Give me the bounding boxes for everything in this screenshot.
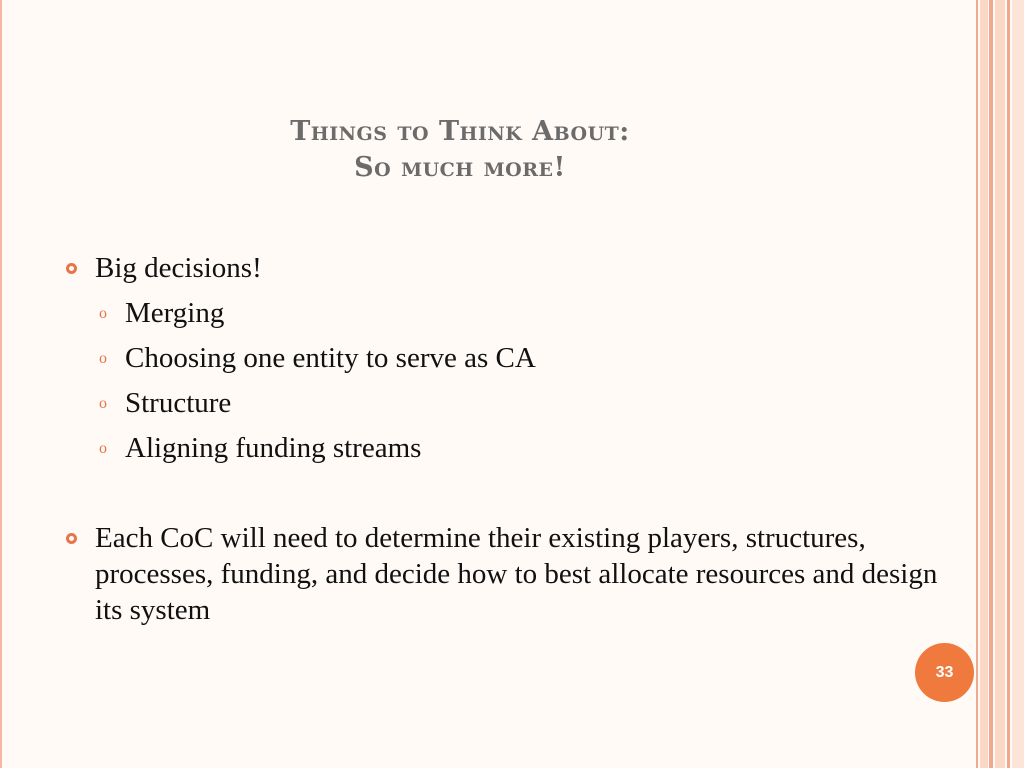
sub-bullet-item [60,385,940,421]
decorative-stripe [1012,0,1024,768]
sub-bullet-text: Structure [125,387,232,419]
decorative-stripe [995,0,1005,768]
bullet-circle-icon [66,533,77,544]
sub-bullet-marker: o [99,305,107,322]
decorative-stripe [1007,0,1010,768]
sub-bullet-item [60,340,940,376]
bullet-item [60,520,940,628]
sub-bullet-item [60,295,940,331]
bullet-text: Each CoC will need to determine their existing players, structures, processes, funding, and decide how to best allocate resources and design its system [95,522,938,626]
sub-bullet-marker: o [99,350,107,367]
sub-bullet-item [60,430,940,466]
bullet-circle-icon [66,263,77,274]
decorative-stripe [989,0,993,768]
sub-bullet-marker: o [99,395,107,412]
bullet-item [60,250,940,286]
page-number-badge [915,643,974,702]
sub-bullet-text: Merging [125,297,225,329]
sub-bullet-marker: o [99,440,107,457]
page-number: 33 [935,663,954,681]
slide-title-line-2: So much more! [354,152,566,183]
sub-bullet-text: Choosing one entity to serve as CA [125,342,536,374]
slide-title-line-1: Things to Think About: [290,116,630,147]
decorative-stripe [976,0,978,768]
slide-body [60,250,940,628]
slide-title [160,114,760,186]
bullet-text: Big decisions! [95,252,262,284]
sub-bullet-text: Aligning funding streams [125,432,422,464]
decorative-stripe [980,0,988,768]
